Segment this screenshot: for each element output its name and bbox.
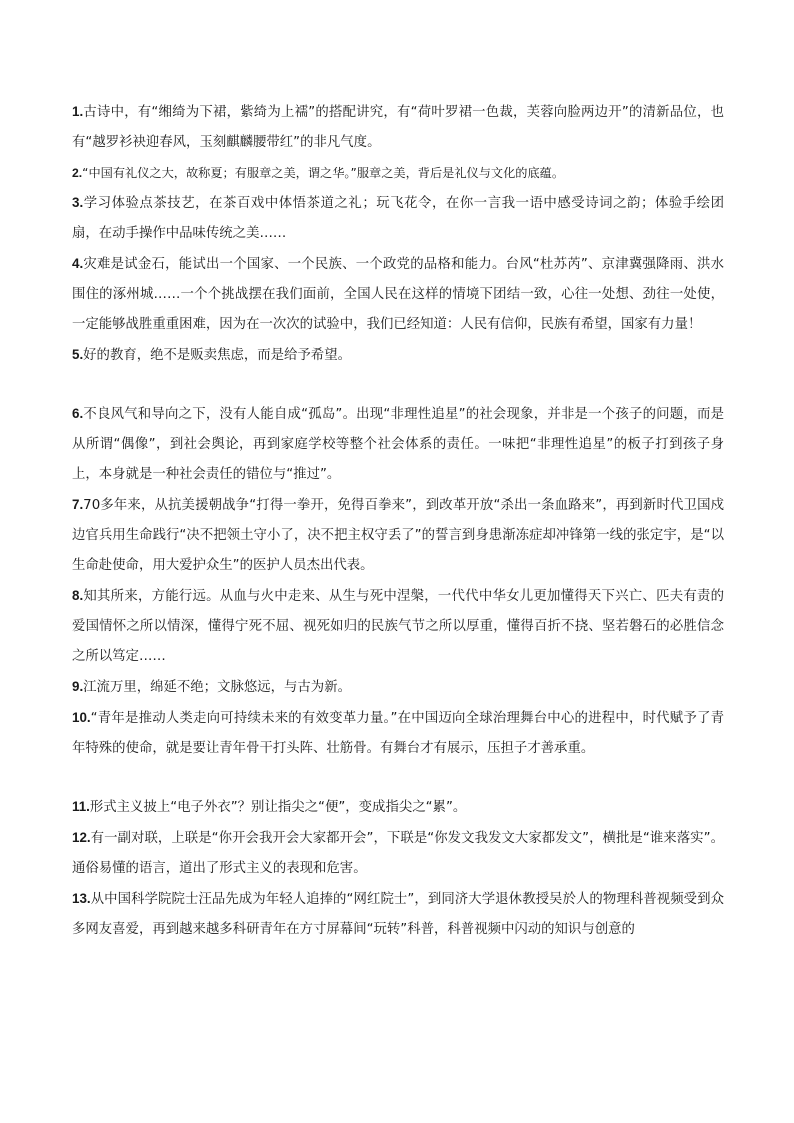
paragraph-number: 13. — [72, 891, 91, 906]
paragraph-9 — [72, 672, 724, 703]
paragraph-number: 4. — [72, 256, 84, 271]
paragraph-number: 2. — [72, 166, 83, 180]
paragraph-2 — [72, 158, 724, 188]
paragraph-number: 6. — [72, 406, 84, 421]
paragraph-number: 11. — [72, 799, 90, 814]
paragraph-4 — [72, 249, 724, 340]
section-gap — [72, 371, 724, 399]
paragraph-number: 9. — [72, 679, 84, 694]
paragraph-10 — [72, 703, 724, 764]
paragraph-text: 不良风气和导向之下，没有人能自成“孤岛”。出现“非理性追星”的社会现象，并非是一个孩子的问题，而是从所谓“偶像”，到社会舆论，再到家庭学校等整个社会体系的责任。一味把“非理性追星”的板子打到孩子身上，本身就是一种社会责任的错位与“推过”。 — [72, 407, 724, 482]
paragraph-11 — [72, 792, 724, 823]
paragraph-1 — [72, 97, 724, 158]
paragraph-text: 有一副对联，上联是“你开会我开会大家都开会”，下联是“你发文我发文大家都发文”，横批是“谁来落实”。通俗易懂的语言，道出了形式主义的表现和危害。 — [72, 831, 724, 876]
paragraph-number: 12. — [72, 830, 91, 845]
paragraph-text: 形式主义披上“电子外衣”？别让指尖之“便”，变成指尖之“累”。 — [89, 800, 467, 815]
paragraph-text: 学习体验点茶技艺，在茶百戏中体悟茶道之礼；玩飞花令，在你一言我一语中感受诗词之韵；体验手绘团扇，在动手操作中品味传统之美…… — [72, 196, 724, 241]
paragraph-number: 1. — [72, 104, 84, 119]
paragraph-text: “中国有礼仪之大，故称夏；有服章之美，谓之华。”服章之美，背后是礼仪与文化的底蕴。 — [82, 166, 565, 180]
paragraph-text: 古诗中，有“缃绮为下裙，紫绮为上襦”的搭配讲究，有“荷叶罗裙一色裁，芙蓉向脸两边开”的清新品位，也有“越罗衫袂迎春风，玉刻麒麟腰带红”的非凡气度。 — [72, 105, 724, 150]
paragraph-text: “青年是推动人类走向可持续未来的有效变革力量。”在中国迈向全球治理舞台中心的进程中，时代赋予了青年特殊的使命，就是要让青年骨干打头阵、壮筋骨。有舞台才有展示，压担子才善承重。 — [72, 711, 724, 756]
document-body — [72, 97, 724, 945]
paragraph-number: 3. — [72, 195, 84, 210]
paragraph-12 — [72, 823, 724, 884]
paragraph-text: 江流万里，绵延不绝；文脉悠远，与古为新。 — [83, 680, 351, 695]
paragraph-13 — [72, 884, 724, 945]
paragraph-7 — [72, 490, 724, 581]
paragraph-8 — [72, 581, 724, 672]
paragraph-3 — [72, 188, 724, 249]
paragraph-number: 7. — [72, 497, 84, 512]
paragraph-5 — [72, 340, 724, 371]
paragraph-number: 8. — [72, 588, 84, 603]
paragraph-number: 10. — [72, 710, 91, 725]
paragraph-text: 好的教育，绝不是贩卖焦虑，而是给予希望。 — [83, 348, 351, 363]
paragraph-number: 5. — [72, 347, 84, 362]
section-gap — [72, 764, 724, 792]
paragraph-text: 70多年来，从抗美援朝战争“打得一拳开，免得百拳来”，到改革开放“杀出一条血路来”，再到新时代卫国戍边官兵用生命践行“决不把领土守小了，决不把主权守丢了”的誓言到身患渐冻症却冲锋第一线的张定宇，是“以生命赴使命，用大爱护众生”的医护人员杰出代表。 — [72, 498, 724, 573]
paragraph-text: 从中国科学院院士汪品先成为年轻人追捧的“网红院士”，到同济大学退休教授吴於人的物理科普视频受到众多网友喜爱，再到越来越多科研青年在方寸屏幕间“玩转”科普，科普视频中闪动的知识与创意的 — [72, 892, 724, 937]
paragraph-text: 灾难是试金石，能试出一个国家、一个民族、一个政党的品格和能力。台风“杜苏芮”、京津冀强降雨、洪水围住的涿州城……一个个挑战摆在我们面前，全国人民在这样的情境下团结一致，心往一处想、劲往一处使，一定能够战胜重重困难，因为在一次次的试验中，我们已经知道：人民有信仰，民族有希望，国家有力量！ — [72, 257, 724, 332]
paragraph-text: 知其所来，方能行远。从血与火中走来、从生与死中涅槃，一代代中华女儿更加懂得天下兴亡、匹夫有责的爱国情怀之所以情深，懂得宁死不屈、视死如归的民族气节之所以厚重，懂得百折不挠、坚若磐石的必胜信念之所以笃定…… — [72, 589, 724, 664]
paragraph-6 — [72, 399, 724, 490]
